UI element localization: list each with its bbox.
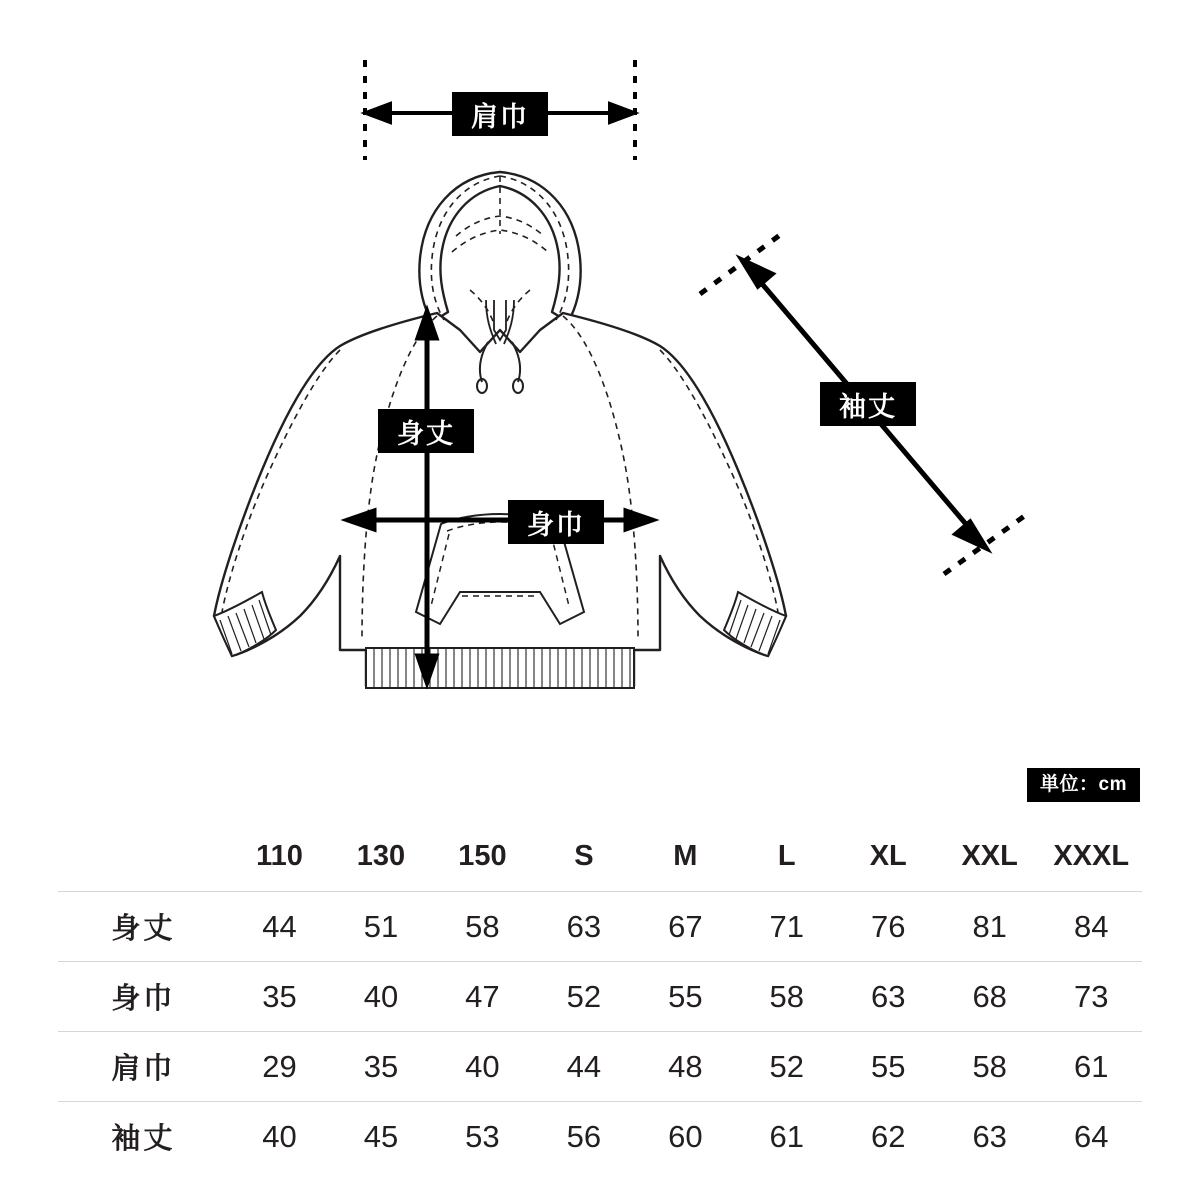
cell-sleeve-length-xxxl: 64	[1073, 1118, 1109, 1154]
size-header-130: 130	[330, 822, 431, 892]
cell-body-width-xxl: 68	[939, 962, 1040, 1032]
hoodie-outline	[214, 172, 786, 686]
cell-body-width-m: 55	[635, 962, 736, 1032]
cell-body-length-xl: 76	[838, 892, 939, 962]
cell-body-length-l: 71	[736, 892, 837, 962]
size-header-xl: XL	[838, 822, 939, 892]
table-row	[58, 1102, 1142, 1172]
cell-body-length-130: 51	[330, 892, 431, 962]
cell-shoulder-width-110: 29	[229, 1032, 330, 1102]
cell-body-width-s: 52	[533, 962, 634, 1032]
cell-shoulder-width-150: 40	[432, 1032, 533, 1102]
cell-shoulder-width-l: 52	[736, 1032, 837, 1102]
row-label-body-length: 身丈	[58, 892, 229, 962]
body-length-label: 身丈	[378, 409, 474, 453]
sleeve-length-label: 袖丈	[820, 382, 916, 426]
cell-body-width-xl: 63	[838, 962, 939, 1032]
cell-sleeve-length-xxl: 63	[972, 1118, 1007, 1154]
cell-body-width-110: 35	[229, 962, 330, 1032]
cell-sleeve-length-m: 60	[668, 1118, 703, 1154]
body-width-label: 身巾	[508, 500, 604, 544]
cell-sleeve-length-l: 61	[769, 1118, 805, 1154]
size-header-150: 150	[432, 822, 533, 892]
cell-body-width-l: 58	[736, 962, 837, 1032]
size-header-l: L	[736, 822, 837, 892]
cell-shoulder-width-m: 48	[635, 1032, 736, 1102]
table-row	[58, 962, 1142, 1032]
unit-badge: 単位：cm	[1027, 768, 1140, 802]
cell-body-length-m: 67	[635, 892, 736, 962]
row-label-body-width: 身巾	[58, 962, 229, 1032]
table-corner-cell	[58, 822, 229, 892]
size-chart-table	[58, 822, 1142, 1171]
cell-body-length-s: 63	[533, 892, 634, 962]
cell-body-length-110: 44	[229, 892, 330, 962]
cell-body-width-130: 40	[330, 962, 431, 1032]
cell-body-width-xxxl: 73	[1040, 962, 1142, 1032]
table-row	[58, 1032, 1142, 1102]
shoulder-width-label: 肩巾	[452, 92, 548, 136]
size-header-xxxl: XXXL	[1040, 822, 1142, 892]
row-label-sleeve-length: 袖丈	[111, 1123, 176, 1155]
table-row	[58, 892, 1142, 962]
cell-shoulder-width-s: 44	[533, 1032, 634, 1102]
cell-sleeve-length-xl: 62	[870, 1118, 906, 1154]
cell-body-width-150: 47	[432, 962, 533, 1032]
size-header-s: S	[533, 822, 634, 892]
table-header-row	[58, 822, 1142, 892]
cell-sleeve-length-s: 56	[566, 1118, 602, 1154]
size-header-m: M	[635, 822, 736, 892]
cell-shoulder-width-xxl: 58	[939, 1032, 1040, 1102]
cell-shoulder-width-xxxl: 61	[1040, 1032, 1142, 1102]
cell-shoulder-width-130: 35	[330, 1032, 431, 1102]
cell-sleeve-length-130: 45	[363, 1118, 399, 1154]
cell-body-length-150: 58	[432, 892, 533, 962]
cell-sleeve-length-150: 53	[465, 1118, 500, 1154]
cell-body-length-xxxl: 84	[1040, 892, 1142, 962]
row-label-shoulder-width: 肩巾	[58, 1032, 229, 1102]
cell-shoulder-width-xl: 55	[838, 1032, 939, 1102]
size-header-xxl: XXL	[939, 822, 1040, 892]
size-header-110: 110	[229, 822, 330, 892]
cell-sleeve-length-110: 40	[262, 1118, 297, 1154]
cell-body-length-xxl: 81	[939, 892, 1040, 962]
